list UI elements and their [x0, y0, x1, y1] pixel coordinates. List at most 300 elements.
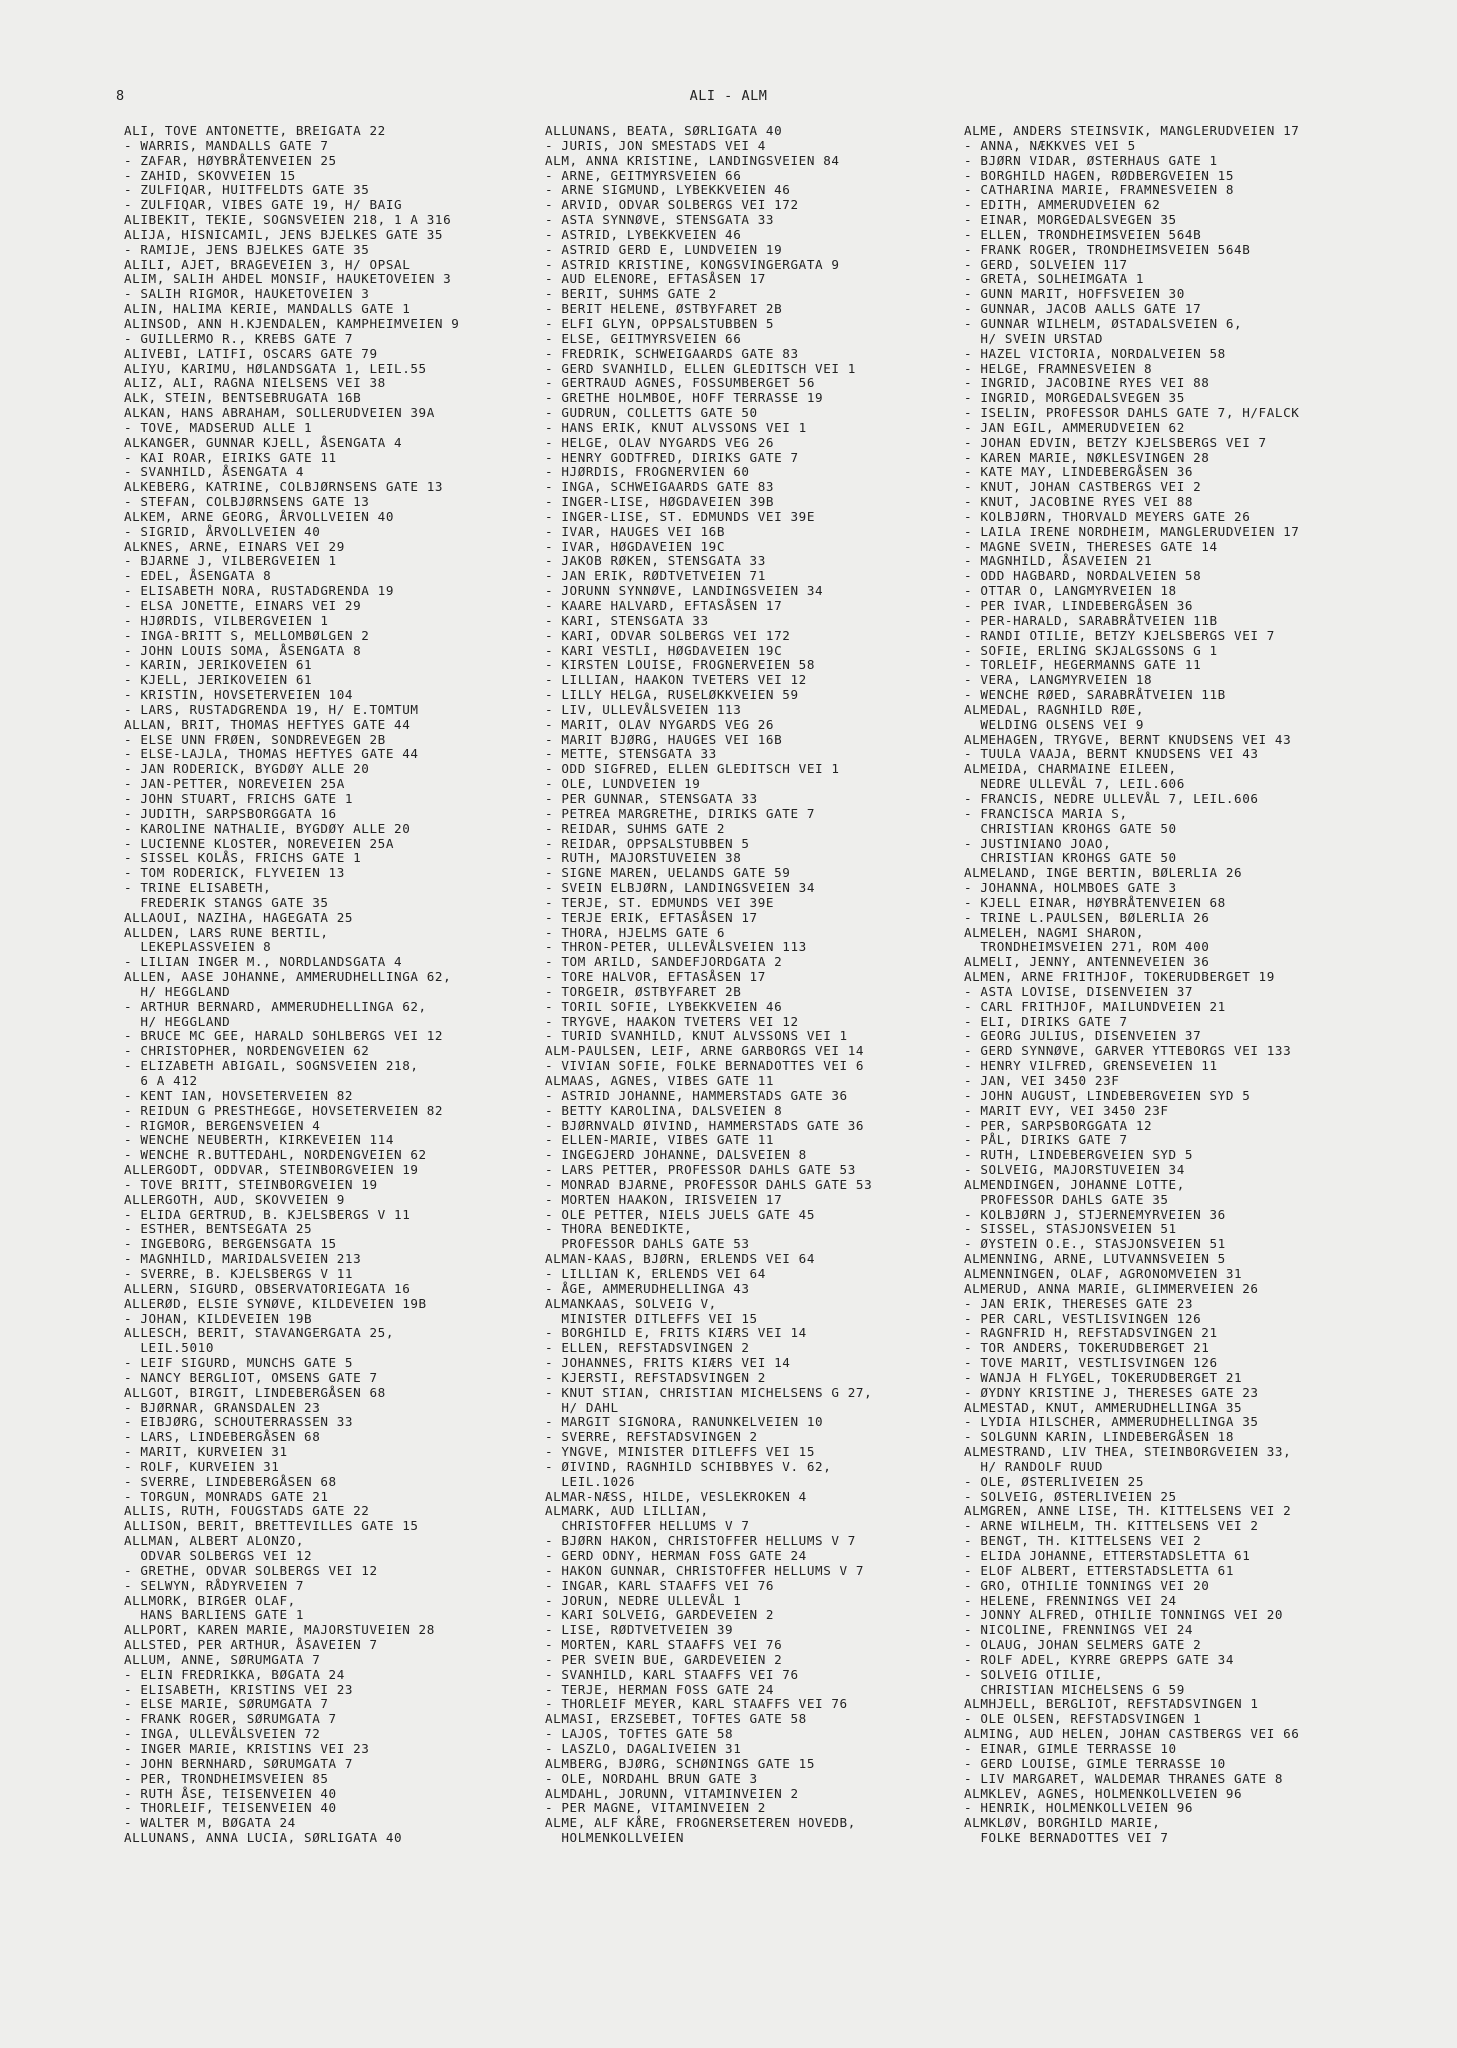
directory-entry: - INGRID, MORGEDALSVEGEN 35 [964, 390, 1185, 406]
directory-entry: - INGEGJERD JOHANNE, DALSVEIEN 8 [545, 1147, 807, 1163]
directory-entry: ALLERN, SIGURD, OBSERVATORIEGATA 16 [124, 1280, 411, 1296]
directory-entry: - JAN EGIL, AMMERUDVEIEN 62 [964, 419, 1185, 435]
directory-entry: - HENRIK, HOLMENKOLLVEIEN 96 [964, 1800, 1194, 1816]
directory-entry: - ZAHID, SKOVVEIEN 15 [124, 167, 296, 183]
directory-entry: - LUCIENNE KLOSTER, NOREVEIEN 25A [124, 835, 395, 851]
directory-entry: - SISSEL, STASJONSVEIEN 51 [964, 1221, 1177, 1237]
directory-entry: - KENT IAN, HOVSETERVEIEN 82 [124, 1087, 354, 1103]
directory-entry: ALMEHAGEN, TRYGVE, BERNT KNUDSENS VEI 43 [964, 731, 1292, 747]
directory-entry: - INGA, SCHWEIGAARDS GATE 83 [545, 479, 775, 495]
directory-entry: - BJØRN VIDAR, ØSTERHAUS GATE 1 [964, 152, 1218, 168]
directory-entry: - HENRY GODTFRED, DIRIKS GATE 7 [545, 449, 799, 465]
directory-entry: - ESTHER, BENTSEGATA 25 [124, 1221, 313, 1237]
directory-entry: - EINAR, MORGEDALSVEGEN 35 [964, 212, 1177, 228]
directory-entry: ALLPORT, KAREN MARIE, MAJORSTUVEIEN 28 [124, 1622, 435, 1638]
directory-entry: - ASTA SYNNØVE, STENSGATA 33 [545, 212, 775, 228]
page-number: 8 [116, 88, 125, 104]
directory-entry: - JAN ERIK, RØDTVETVEIEN 71 [545, 568, 766, 584]
directory-entry: - KJELL EINAR, HØYBRÅTENVEIEN 68 [964, 894, 1226, 910]
directory-entry: - JOHN BERNHARD, SØRUMGATA 7 [124, 1755, 354, 1771]
directory-entry: - KAI ROAR, EIRIKS GATE 11 [124, 449, 337, 465]
directory-entry: ALMELEH, NAGMI SHARON, [964, 924, 1145, 940]
directory-entry: - KOLBJØRN, THORVALD MEYERS GATE 26 [964, 508, 1251, 524]
directory-entry: - SVERRE, LINDEBERGÅSEN 68 [124, 1473, 337, 1489]
directory-entry: - TRYGVE, HAAKON TVETERS VEI 12 [545, 1013, 799, 1029]
directory-entry: - MARGIT SIGNORA, RANUNKELVEIEN 10 [545, 1414, 824, 1430]
directory-entry: - WANJA H FLYGEL, TOKERUDBERGET 21 [964, 1369, 1243, 1385]
directory-entry: - ASTRID JOHANNE, HAMMERSTADS GATE 36 [545, 1087, 848, 1103]
directory-entry: ALLISON, BERIT, BRETTEVILLES GATE 15 [124, 1518, 419, 1534]
directory-entry: - SOFIE, ERLING SKJALGSSONS G 1 [964, 642, 1218, 658]
directory-entry: - GERD SYNNØVE, GARVER YTTEBORGS VEI 133 [964, 1043, 1292, 1059]
directory-entry: - ANNA, NÆKKVES VEI 5 [964, 137, 1136, 153]
directory-entry: - JAN, VEI 3450 23F [964, 1073, 1120, 1088]
directory-entry: - KARI, ODVAR SOLBERGS VEI 172 [545, 627, 791, 643]
directory-entry: - INGER-LISE, ST. EDMUNDS VEI 39E [545, 508, 816, 524]
directory-entry: - LYDIA HILSCHER, AMMERUDHELLINGA 35 [964, 1414, 1259, 1430]
directory-entry: - ARNE WILHELM, TH. KITTELSENS VEI 2 [964, 1518, 1259, 1534]
directory-entry: - INGER MARIE, KRISTINS VEI 23 [124, 1740, 370, 1756]
directory-entry: - ZULFIQAR, HUITFELDTS GATE 35 [124, 182, 370, 198]
directory-entry: ALLERGODT, ODDVAR, STEINBORGVEIEN 19 [124, 1162, 419, 1178]
directory-entry: ALMENDINGEN, JOHANNE LOTTE, [964, 1176, 1185, 1192]
page-header [112, 88, 1345, 108]
directory-entry: ALIYU, KARIMU, HØLANDSGATA 1, LEIL.55 [124, 360, 427, 376]
directory-entry: - INGA, ULLEVÅLSVEIEN 72 [124, 1726, 321, 1742]
directory-entry: - ZAFAR, HØYBRÅTENVEIEN 25 [124, 152, 337, 168]
directory-entry: - KAARE HALVARD, EFTASÅSEN 17 [545, 598, 783, 613]
directory-entry: - REIDUN G PRESTHEGGE, HOVSETERVEIEN 82 [124, 1102, 444, 1118]
directory-entry: - BJARNE J, VILBERGVEIEN 1 [124, 553, 337, 569]
directory-entry: ALLAOUI, NAZIHA, HAGEGATA 25 [124, 909, 354, 925]
directory-entry: - GERD, SOLVEIEN 117 [964, 256, 1128, 272]
directory-entry: - TORGEIR, ØSTBYFARET 2B [545, 983, 742, 999]
directory-entry: H/ RANDOLF RUUD [964, 1458, 1104, 1474]
directory-entry: - LARS, LINDEBERGÅSEN 68 [124, 1429, 321, 1445]
directory-entry: - GRETHE, ODVAR SOLBERGS VEI 12 [124, 1562, 378, 1578]
directory-entry: - KNUT, JOHAN CASTBERGS VEI 2 [964, 479, 1202, 495]
directory-entry: ALLSTED, PER ARTHUR, ÅSAVEIEN 7 [124, 1637, 378, 1653]
directory-entry: - WALTER M, BØGATA 24 [124, 1815, 296, 1831]
directory-entry: - JOHANNES, FRITS KIÆRS VEI 14 [545, 1355, 791, 1371]
directory-entry: - RIGMOR, BERGENSVEIEN 4 [124, 1117, 321, 1133]
directory-entry: - THORA, HJELMS GATE 6 [545, 924, 726, 940]
directory-entry: - GRETHE HOLMBOE, HOFF TERRASSE 19 [545, 390, 824, 406]
directory-entry: - ODD HAGBARD, NORDALVEIEN 58 [964, 568, 1202, 584]
directory-entry: - ELIZABETH ABIGAIL, SOGNSVEIEN 218, [124, 1058, 419, 1074]
directory-entry: - RAMIJE, JENS BJELKES GATE 35 [124, 241, 370, 257]
directory-entry: - IVAR, HØGDAVEIEN 19C [545, 538, 726, 554]
directory-entry: ALMKLØV, BORGHILD MARIE, [964, 1815, 1161, 1831]
directory-entry: - WARRIS, MANDALLS GATE 7 [124, 137, 329, 153]
directory-entry: - GUDRUN, COLLETTS GATE 50 [545, 405, 758, 421]
directory-entry: - ASTRID, LYBEKKVEIEN 46 [545, 226, 742, 242]
directory-entry: ALLERØD, ELSIE SYNØVE, KILDEVEIEN 19B [124, 1295, 427, 1311]
directory-entry: - HELGE, OLAV NYGARDS VEG 26 [545, 434, 775, 450]
directory-entry: - ELSE-LAJLA, THOMAS HEFTYES GATE 44 [124, 746, 419, 762]
directory-entry: - LIV, ULLEVÅLSVEIEN 113 [545, 701, 742, 717]
directory-entry: - RUTH, LINDEBERGVEIEN SYD 5 [964, 1147, 1194, 1163]
directory-entry: - ELISABETH, KRISTINS VEI 23 [124, 1681, 354, 1697]
directory-entry: - SIGNE MAREN, UELANDS GATE 59 [545, 865, 791, 881]
directory-entry: - PER IVAR, LINDEBERGÅSEN 36 [964, 598, 1194, 613]
directory-column-3 [964, 124, 1389, 1846]
directory-entry: - IVAR, HAUGES VEI 16B [545, 523, 726, 539]
directory-entry: ALLMORK, BIRGER OLAF, [124, 1592, 296, 1608]
directory-entry: - TORIL SOFIE, LYBEKKVEIEN 46 [545, 998, 783, 1014]
directory-entry: - JORUN, NEDRE ULLEVÅL 1 [545, 1592, 742, 1608]
directory-entry: - TOVE MARIT, VESTLISVINGEN 126 [964, 1355, 1218, 1371]
directory-entry: - LISE, RØDTVETVEIEN 39 [545, 1622, 734, 1638]
directory-entry: NEDRE ULLEVÅL 7, LEIL.606 [964, 776, 1185, 792]
directory-entry: - SVERRE, B. KJELSBERGS V 11 [124, 1265, 354, 1281]
directory-entry: - HELGE, FRAMNESVEIEN 8 [964, 360, 1153, 376]
directory-entry: - TOVE, MADSERUD ALLE 1 [124, 419, 313, 435]
directory-entry: ALMHJELL, BERGLIOT, REFSTADSVINGEN 1 [964, 1696, 1259, 1712]
directory-entry: - JOHN LOUIS SOMA, ÅSENGATA 8 [124, 642, 362, 658]
directory-entry: - GEORG JULIUS, DISENVEIEN 37 [964, 1028, 1202, 1044]
directory-entry: PROFESSOR DAHLS GATE 35 [964, 1191, 1169, 1207]
directory-entry: ALMBERG, BJØRG, SCHØNINGS GATE 15 [545, 1755, 816, 1771]
directory-entry: ALIVEBI, LATIFI, OSCARS GATE 79 [124, 345, 378, 361]
directory-entry: - ELSE MARIE, SØRUMGATA 7 [124, 1696, 329, 1712]
directory-entry: ALKANGER, GUNNAR KJELL, ÅSENGATA 4 [124, 434, 403, 450]
directory-entry: - MONRAD BJARNE, PROFESSOR DAHLS GATE 53 [545, 1176, 873, 1192]
directory-entry: - KARIN, JERIKOVEIEN 61 [124, 657, 313, 673]
directory-entry: - METTE, STENSGATA 33 [545, 746, 717, 762]
directory-entry: ALKAN, HANS ABRAHAM, SOLLERUDVEIEN 39A [124, 405, 435, 421]
directory-entry: - JOHAN EDVIN, BETZY KJELSBERGS VEI 7 [964, 434, 1267, 450]
directory-entry: ALMAR-NÆSS, HILDE, VESLEKROKEN 4 [545, 1488, 807, 1504]
directory-entry: H/ DAHL [545, 1399, 619, 1415]
directory-entry: - CARL FRITHJOF, MAILUNDVEIEN 21 [964, 998, 1226, 1014]
directory-entry: WELDING OLSENS VEI 9 [964, 716, 1145, 732]
directory-entry: - TURID SVANHILD, KNUT ALVSSONS VEI 1 [545, 1028, 848, 1044]
directory-entry: - SOLVEIG, ØSTERLIVEIEN 25 [964, 1488, 1177, 1504]
directory-entry: - GERD ODNY, HERMAN FOSS GATE 24 [545, 1548, 807, 1563]
directory-entry: ALI, TOVE ANTONETTE, BREIGATA 22 [124, 124, 386, 138]
directory-entry: ALLERGOTH, AUD, SKOVVEIEN 9 [124, 1191, 345, 1207]
directory-entry: - INGAR, KARL STAAFFS VEI 76 [545, 1577, 775, 1593]
directory-entry: MINISTER DITLEFFS VEI 15 [545, 1310, 758, 1326]
directory-entry: - EIBJØRG, SCHOUTERRASSEN 33 [124, 1414, 354, 1430]
directory-entry: ALLEN, AASE JOHANNE, AMMERUDHELLINGA 62, [124, 969, 452, 985]
directory-entry: ALKEM, ARNE GEORG, ÅRVOLLVEIEN 40 [124, 508, 395, 524]
directory-entry: H/ SVEIN URSTAD [964, 330, 1104, 346]
directory-entry: - ARNE SIGMUND, LYBEKKVEIEN 46 [545, 182, 791, 198]
directory-entry: - TORE HALVOR, EFTASÅSEN 17 [545, 969, 766, 985]
directory-entry: - SISSEL KOLÅS, FRICHS GATE 1 [124, 850, 362, 866]
directory-entry: - KARI SOLVEIG, GARDEVEIEN 2 [545, 1607, 775, 1623]
directory-entry: ALKEBERG, KATRINE, COLBJØRNSENS GATE 13 [124, 479, 444, 495]
directory-entry: CHRISTOFFER HELLUMS V 7 [545, 1518, 750, 1534]
directory-entry: ALLGOT, BIRGIT, LINDEBERGÅSEN 68 [124, 1384, 386, 1400]
directory-entry: ALMELI, JENNY, ANTENNEVEIEN 36 [964, 954, 1210, 970]
directory-entry: ODVAR SOLBERGS VEI 12 [124, 1548, 313, 1563]
directory-entry: - EINAR, GIMLE TERRASSE 10 [964, 1740, 1177, 1756]
directory-entry: - FRANCISCA MARIA S, [964, 805, 1128, 821]
directory-entry: HANS BARLIENS GATE 1 [124, 1607, 305, 1623]
directory-entry: - VERA, LANGMYRVEIEN 18 [964, 672, 1153, 688]
directory-entry: - KAROLINE NATHALIE, BYGDØY ALLE 20 [124, 820, 411, 836]
directory-entry: - JUDITH, SARPSBORGGATA 16 [124, 805, 337, 821]
directory-entry: 6 A 412 [124, 1073, 198, 1088]
directory-entry: - HAZEL VICTORIA, NORDALVEIEN 58 [964, 345, 1226, 361]
directory-entry: - JOHN AUGUST, LINDEBERGVEIEN SYD 5 [964, 1087, 1251, 1103]
directory-entry: - JOHN STUART, FRICHS GATE 1 [124, 790, 354, 806]
directory-entry: - HJØRDIS, VILBERGVEIEN 1 [124, 612, 329, 628]
directory-entry: - TOM RODERICK, FLYVEIEN 13 [124, 865, 345, 881]
directory-entry: - FREDRIK, SCHWEIGAARDS GATE 83 [545, 345, 799, 361]
directory-entry: - ØIVIND, RAGNHILD SCHIBBYES V. 62, [545, 1458, 832, 1474]
directory-entry: - MAGNHILD, ÅSAVEIEN 21 [964, 553, 1153, 569]
directory-entry: - ELIN FREDRIKKA, BØGATA 24 [124, 1666, 345, 1682]
directory-entry: - EDITH, AMMERUDVEIEN 62 [964, 197, 1161, 213]
directory-entry: - BETTY KAROLINA, DALSVEIEN 8 [545, 1102, 783, 1118]
directory-entry: - LILLIAN, HAAKON TVETERS VEI 12 [545, 672, 807, 688]
directory-entry: - TRINE L.PAULSEN, BØLERLIA 26 [964, 909, 1210, 925]
directory-entry: - BJØRN HAKON, CHRISTOFFER HELLUMS V 7 [545, 1533, 856, 1549]
directory-entry: - TERJE, ST. EDMUNDS VEI 39E [545, 894, 775, 910]
directory-entry: - ELI, DIRIKS GATE 7 [964, 1013, 1128, 1029]
directory-entry: - TOR ANDERS, TOKERUDBERGET 21 [964, 1340, 1210, 1356]
directory-entry: - GERTRAUD AGNES, FOSSUMBERGET 56 [545, 375, 816, 391]
directory-entry: ALK, STEIN, BENTSEBRUGATA 16B [124, 390, 362, 406]
directory-entry: - TORLEIF, HEGERMANNS GATE 11 [964, 657, 1202, 673]
directory-column-1 [124, 124, 549, 1846]
directory-entry: - KIRSTEN LOUISE, FROGNERVEIEN 58 [545, 657, 816, 673]
directory-entry: - KJERSTI, REFSTADSVINGEN 2 [545, 1369, 766, 1385]
directory-entry: - KARI, STENSGATA 33 [545, 612, 709, 628]
directory-entry: - PER, TRONDHEIMSVEIEN 85 [124, 1770, 329, 1786]
directory-entry: - RUTH, MAJORSTUVEIEN 38 [545, 850, 742, 866]
directory-entry: CHRISTIAN KROHGS GATE 50 [964, 820, 1177, 836]
directory-entry: - WENCHE NEUBERTH, KIRKEVEIEN 114 [124, 1132, 395, 1148]
directory-entry: - LASZLO, DAGALIVEIEN 31 [545, 1740, 742, 1756]
directory-entry: - RUTH ÅSE, TEISENVEIEN 40 [124, 1785, 337, 1801]
directory-entry: - ÅGE, AMMERUDHELLINGA 43 [545, 1280, 750, 1296]
directory-entry: - GUNNAR, JACOB AALLS GATE 17 [964, 301, 1202, 317]
directory-entry: ALLESCH, BERIT, STAVANGERGATA 25, [124, 1325, 395, 1341]
directory-entry: - GRO, OTHILIE TONNINGS VEI 20 [964, 1577, 1210, 1593]
directory-entry: - INGA-BRITT S, MELLOMBØLGEN 2 [124, 627, 370, 643]
directory-entry: - LARS, RUSTADGRENDA 19, H/ E.TOMTUM [124, 701, 419, 717]
directory-entry: - TOVE BRITT, STEINBORGVEIEN 19 [124, 1176, 378, 1192]
directory-entry: LEKEPLASSVEIEN 8 [124, 939, 272, 955]
directory-entry: - TRINE ELISABETH, [124, 880, 272, 896]
directory-entry: - SVEIN ELBJØRN, LANDINGSVEIEN 34 [545, 880, 816, 896]
directory-entry: ALIJA, HISNICAMIL, JENS BJELKES GATE 35 [124, 226, 444, 242]
directory-entry: ALIM, SALIH AHDEL MONSIF, HAUKETOVEIEN 3 [124, 271, 452, 287]
directory-entry: - SVANHILD, ÅSENGATA 4 [124, 464, 305, 480]
directory-entry: - OLE, ØSTERLIVEIEN 25 [964, 1473, 1145, 1489]
directory-entry: - KAREN MARIE, NØKLESVINGEN 28 [964, 449, 1210, 465]
directory-entry: - HJØRDIS, FROGNERVIEN 60 [545, 464, 750, 480]
directory-entry: - BJØRNAR, GRANSDALEN 23 [124, 1399, 321, 1415]
directory-entry: ALMING, AUD HELEN, JOHAN CASTBERGS VEI 66 [964, 1726, 1300, 1742]
directory-entry: - TUULA VAAJA, BERNT KNUDSENS VEI 43 [964, 746, 1259, 762]
directory-entry: - WENCHE RØED, SARABRÅTVEIEN 11B [964, 687, 1226, 703]
directory-entry: - THORLEIF, TEISENVEIEN 40 [124, 1800, 337, 1816]
directory-entry: - KARI VESTLI, HØGDAVEIEN 19C [545, 642, 783, 658]
directory-entry: - NICOLINE, FRENNINGS VEI 24 [964, 1622, 1194, 1638]
directory-entry: ALMESTRAND, LIV THEA, STEINBORGVEIEN 33, [964, 1444, 1292, 1460]
directory-entry: - HENRY VILFRED, GRENSEVEIEN 11 [964, 1058, 1218, 1074]
directory-entry: - MAGNE SVEIN, THERESES GATE 14 [964, 538, 1218, 554]
directory-entry: - EDEL, ÅSENGATA 8 [124, 568, 272, 584]
directory-entry: - LEIF SIGURD, MUNCHS GATE 5 [124, 1355, 354, 1371]
directory-entry: ALMENNINGEN, OLAF, AGRONOMVEIEN 31 [964, 1265, 1243, 1281]
directory-entry: - ASTRID KRISTINE, KONGSVINGERGATA 9 [545, 256, 840, 272]
directory-entry: - ELLEN-MARIE, VIBES GATE 11 [545, 1132, 775, 1148]
directory-entry: - ASTA LOVISE, DISENVEIEN 37 [964, 983, 1194, 999]
directory-entry: ALMENNING, ARNE, LUTVANNSVEIEN 5 [964, 1251, 1226, 1267]
directory-entry: ALIN, HALIMA KERIE, MANDALLS GATE 1 [124, 301, 411, 317]
directory-entry: ALINSOD, ANN H.KJENDALEN, KAMPHEIMVEIEN 9 [124, 315, 460, 331]
directory-entry: - KATE MAY, LINDEBERGÅSEN 36 [964, 464, 1194, 480]
directory-entry: - HAKON GUNNAR, CHRISTOFFER HELLUMS V 7 [545, 1562, 865, 1578]
directory-entry: - PÅL, DIRIKS GATE 7 [964, 1132, 1128, 1148]
directory-entry: ALLUM, ANNE, SØRUMGATA 7 [124, 1651, 321, 1667]
directory-entry: - MORTEN HAAKON, IRISVEIEN 17 [545, 1191, 783, 1207]
directory-entry: ALLIS, RUTH, FOUGSTADS GATE 22 [124, 1503, 370, 1519]
directory-entry: - KNUT, JACOBINE RYES VEI 88 [964, 494, 1194, 510]
directory-entry: - SOLVEIG, MAJORSTUVEIEN 34 [964, 1162, 1185, 1178]
directory-entry: - ELLEN, TRONDHEIMSVEIEN 564B [964, 226, 1202, 242]
directory-entry: - FRANK ROGER, TRONDHEIMSVEIEN 564B [964, 241, 1251, 257]
directory-entry: - SOLVEIG OTILIE, [964, 1666, 1104, 1682]
directory-entry: - PER CARL, VESTLISVINGEN 126 [964, 1310, 1202, 1326]
directory-entry: - INGER-LISE, HØGDAVEIEN 39B [545, 494, 775, 510]
directory-entry: ALMARK, AUD LILLIAN, [545, 1503, 709, 1519]
directory-entry: - BERIT HELENE, ØSTBYFARET 2B [545, 301, 783, 317]
directory-entry: - OLE, NORDAHL BRUN GATE 3 [545, 1770, 758, 1786]
directory-entry: - GERD SVANHILD, ELLEN GLEDITSCH VEI 1 [545, 360, 856, 376]
directory-entry: ALME, ALF KÅRE, FROGNERSETEREN HOVEDB, [545, 1815, 856, 1831]
directory-entry: - ELFI GLYN, OPPSALSTUBBEN 5 [545, 315, 775, 331]
directory-entry: - BENGT, TH. KITTELSENS VEI 2 [964, 1533, 1202, 1549]
directory-entry: - MARIT BJØRG, HAUGES VEI 16B [545, 731, 783, 747]
directory-entry: - VIVIAN SOFIE, FOLKE BERNADOTTES VEI 6 [545, 1058, 865, 1074]
directory-entry: - PER, SARPSBORGGATA 12 [964, 1117, 1153, 1133]
directory-entry: - PETREA MARGRETHE, DIRIKS GATE 7 [545, 805, 816, 821]
directory-entry: HOLMENKOLLVEIEN [545, 1830, 685, 1846]
directory-entry: - GRETA, SOLHEIMGATA 1 [964, 271, 1145, 287]
directory-entry: - SIGRID, ÅRVOLLVEIEN 40 [124, 523, 321, 539]
directory-entry: - ROLF, KURVEIEN 31 [124, 1458, 280, 1474]
directory-entry: - MORTEN, KARL STAAFFS VEI 76 [545, 1637, 783, 1653]
directory-entry: - TORGUN, MONRADS GATE 21 [124, 1488, 329, 1504]
directory-entry: - PER MAGNE, VITAMINVEIEN 2 [545, 1800, 766, 1816]
directory-entry: - SVERRE, REFSTADSVINGEN 2 [545, 1429, 758, 1445]
directory-entry: ALMASI, ERZSEBET, TOFTES GATE 58 [545, 1711, 807, 1727]
directory-entry: - KOLBJØRN J, STJERNEMYRVEIEN 36 [964, 1206, 1226, 1222]
directory-entry: - WENCHE R.BUTTEDAHL, NORDENGVEIEN 62 [124, 1147, 427, 1163]
directory-entry: - AUD ELENORE, EFTASÅSEN 17 [545, 271, 766, 287]
directory-entry: - INGEBORG, BERGENSGATA 15 [124, 1236, 337, 1252]
directory-entry: FOLKE BERNADOTTES VEI 7 [964, 1830, 1169, 1846]
directory-entry: - TERJE, HERMAN FOSS GATE 24 [545, 1681, 775, 1697]
directory-entry: - JAKOB RØKEN, STENSGATA 33 [545, 553, 766, 569]
directory-entry: ALKNES, ARNE, EINARS VEI 29 [124, 538, 345, 554]
directory-entry: - ELIDA JOHANNE, ETTERSTADSLETTA 61 [964, 1548, 1251, 1563]
directory-entry: ALMAAS, AGNES, VIBES GATE 11 [545, 1073, 775, 1088]
directory-entry: - ELSE UNN FRØEN, SONDREVEGEN 2B [124, 731, 386, 747]
directory-entry: - ØYDNY KRISTINE J, THERESES GATE 23 [964, 1384, 1259, 1400]
directory-entry: - KJELL, JERIKOVEIEN 61 [124, 672, 313, 688]
directory-column-2 [545, 124, 970, 1846]
directory-entry: - MARIT, OLAV NYGARDS VEG 26 [545, 716, 775, 732]
directory-entry: - ELLEN, REFSTADSVINGEN 2 [545, 1340, 750, 1356]
directory-entry: - LILLY HELGA, RUSELØKKVEIEN 59 [545, 687, 799, 703]
directory-entry: - LAILA IRENE NORDHEIM, MANGLERUDVEIEN 17 [964, 523, 1300, 539]
directory-entry: - ELSA JONETTE, EINARS VEI 29 [124, 598, 362, 613]
directory-entry: - HELENE, FRENNINGS VEI 24 [964, 1592, 1177, 1608]
directory-entry: - HANS ERIK, KNUT ALVSSONS VEI 1 [545, 419, 807, 435]
directory-entry: - JONNY ALFRED, OTHILIE TONNINGS VEI 20 [964, 1607, 1284, 1623]
directory-entry: ALMEN, ARNE FRITHJOF, TOKERUDBERGET 19 [964, 969, 1275, 985]
directory-entry: - ARTHUR BERNARD, AMMERUDHELLINGA 62, [124, 998, 427, 1014]
directory-entry: - ZULFIQAR, VIBES GATE 19, H/ BAIG [124, 197, 403, 213]
directory-entry: - REIDAR, SUHMS GATE 2 [545, 820, 726, 836]
directory-entry: ALMERUD, ANNA MARIE, GLIMMERVEIEN 26 [964, 1280, 1259, 1296]
directory-entry: - GUNN MARIT, HOFFSVEIEN 30 [964, 286, 1185, 302]
directory-entry: - ELOF ALBERT, ETTERSTADSLETTA 61 [964, 1562, 1235, 1578]
directory-entry: - BORGHILD HAGEN, RØDBERGVEIEN 15 [964, 167, 1235, 183]
directory-entry: - THORLEIF MEYER, KARL STAAFFS VEI 76 [545, 1696, 848, 1712]
directory-entry: ALMEIDA, CHARMAINE EILEEN, [964, 761, 1177, 777]
directory-entry: - NANCY BERGLIOT, OMSENS GATE 7 [124, 1369, 378, 1385]
directory-entry: - CATHARINA MARIE, FRAMNESVEIEN 8 [964, 182, 1235, 198]
directory-entry: - ISELIN, PROFESSOR DAHLS GATE 7, H/FALCK [964, 405, 1300, 421]
directory-entry: ALLMAN, ALBERT ALONZO, [124, 1533, 305, 1549]
directory-entry: ALIBEKIT, TEKIE, SOGNSVEIEN 218, 1 A 316 [124, 212, 452, 228]
directory-entry: - ELSE, GEITMYRSVEIEN 66 [545, 330, 742, 346]
directory-entry: - SALIH RIGMOR, HAUKETOVEIEN 3 [124, 286, 370, 302]
directory-entry: - MARIT EVY, VEI 3450 23F [964, 1102, 1169, 1118]
directory-entry: - OLE PETTER, NIELS JUELS GATE 45 [545, 1206, 816, 1222]
directory-entry: - PER SVEIN BUE, GARDEVEIEN 2 [545, 1651, 783, 1667]
directory-entry: - SVANHILD, KARL STAAFFS VEI 76 [545, 1666, 799, 1682]
directory-entry: - ODD SIGFRED, ELLEN GLEDITSCH VEI 1 [545, 761, 840, 777]
directory-entry: - JUSTINIANO JOAO, [964, 835, 1112, 851]
directory-entry: - LAJOS, TOFTES GATE 58 [545, 1726, 734, 1742]
directory-entry: - THORA BENEDIKTE, [545, 1221, 693, 1237]
directory-entry: - THRON-PETER, ULLEVÅLSVEIEN 113 [545, 939, 807, 955]
directory-entry: - PER-HARALD, SARABRÅTVEIEN 11B [964, 612, 1218, 628]
directory-entry: - ARNE, GEITMYRSVEIEN 66 [545, 167, 742, 183]
directory-entry: - ROLF ADEL, KYRRE GREPPS GATE 34 [964, 1651, 1235, 1667]
directory-entry: CHRISTIAN KROHGS GATE 50 [964, 850, 1177, 866]
directory-entry: - FRANK ROGER, SØRUMGATA 7 [124, 1711, 337, 1727]
directory-entry: ALIZ, ALI, RAGNA NIELSENS VEI 38 [124, 375, 386, 391]
directory-entry: - JAN RODERICK, BYGDØY ALLE 20 [124, 761, 370, 777]
directory-entry: - RAGNFRID H, REFSTADSVINGEN 21 [964, 1325, 1218, 1341]
directory-entry: - SOLGUNN KARIN, LINDEBERGÅSEN 18 [964, 1429, 1235, 1445]
directory-entry: - LIV MARGARET, WALDEMAR THRANES GATE 8 [964, 1770, 1284, 1786]
directory-entry: ALMKLEV, AGNES, HOLMENKOLLVEIEN 96 [964, 1785, 1243, 1801]
directory-entry: ALILI, AJET, BRAGEVEIEN 3, H/ OPSAL [124, 256, 411, 272]
directory-entry: - LILIAN INGER M., NORDLANDSGATA 4 [124, 954, 403, 970]
directory-entry: PROFESSOR DAHLS GATE 53 [545, 1236, 750, 1252]
directory-entry: - BORGHILD E, FRITS KIÆRS VEI 14 [545, 1325, 807, 1341]
directory-entry: ALLDEN, LARS RUNE BERTIL, [124, 924, 329, 940]
directory-entry: LEIL.1026 [545, 1473, 636, 1489]
directory-entry: - JOHAN, KILDEVEIEN 19B [124, 1310, 313, 1326]
directory-entry: - KRISTIN, HOVSETERVEIEN 104 [124, 687, 354, 703]
directory-entry: TRONDHEIMSVEIEN 271, ROM 400 [964, 939, 1210, 955]
directory-entry: - RANDI OTILIE, BETZY KJELSBERGS VEI 7 [964, 627, 1275, 643]
